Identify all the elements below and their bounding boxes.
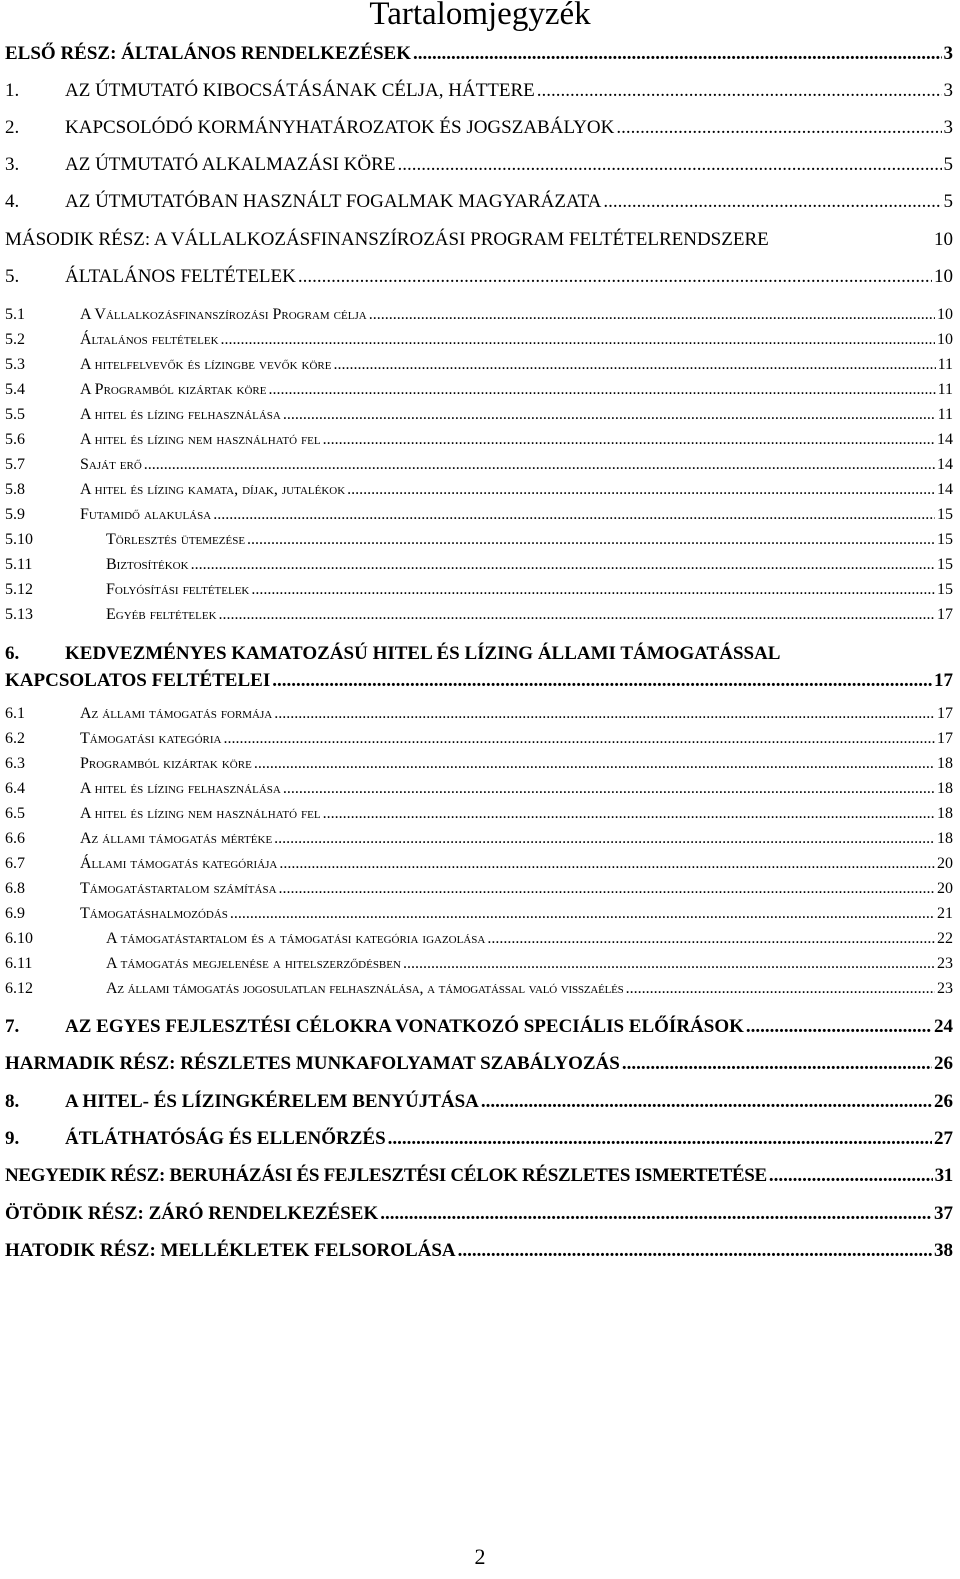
toc-entry-text: Egyéb feltételek [106, 606, 217, 623]
toc-leader [323, 431, 935, 449]
toc-entry-text: Biztosítékok [106, 556, 189, 573]
toc-entry-chapter-8[interactable] [5, 1091, 953, 1115]
toc-entry-page: 11 [937, 356, 953, 373]
toc-entry-number: 5.5 [5, 406, 25, 423]
toc-leader [413, 43, 942, 65]
toc-entry-text: HARMADIK RÉSZ: RÉSZLETES MUNKAFOLYAMAT SZABÁLYOZÁS [5, 1053, 620, 1074]
toc-leader [380, 1203, 932, 1225]
toc-leader [230, 905, 935, 923]
toc-entry-text: NEGYEDIK RÉSZ: BERUHÁZÁSI ÉS FEJLESZTÉSI CÉLOK RÉSZLETES ISMERTETÉSE [5, 1165, 767, 1186]
toc-entry-text: HATODIK RÉSZ: MELLÉKLETEK FELSOROLÁSA [5, 1240, 456, 1261]
toc-entry-chapter-5[interactable] [5, 266, 953, 290]
toc-entry-page: 14 [937, 481, 953, 498]
toc-entry-5-10[interactable] [5, 531, 953, 555]
toc-leader [283, 780, 935, 798]
toc-entry-5-3[interactable] [5, 356, 953, 380]
toc-entry-part2[interactable] [5, 229, 953, 253]
toc-entry-text: ELSŐ RÉSZ: ÁLTALÁNOS RENDELKEZÉSEK [5, 43, 411, 64]
toc-entry-text: A hitel és lízing felhasználása [80, 406, 281, 423]
toc-entry-page: 37 [934, 1203, 953, 1224]
toc-entry-text: A hitel és lízing kamata, díjak, jutalékok [80, 481, 346, 498]
toc-leader [616, 117, 941, 139]
toc-leader [626, 980, 935, 998]
toc-entry-6-3[interactable] [5, 755, 953, 779]
toc-entry-page: 15 [937, 581, 953, 598]
toc-entry-number: 5.2 [5, 331, 25, 348]
toc-entry-page: 18 [937, 755, 953, 772]
toc-entry-text: AZ ÚTMUTATÓ KIBOCSÁTÁSÁNAK CÉLJA, HÁTTERE [65, 80, 535, 101]
toc-entry-5-1[interactable] [5, 306, 953, 330]
toc-entry-text: Támogatáshalmozódás [80, 905, 228, 922]
toc-entry-part1[interactable] [5, 43, 953, 67]
toc-entry-5-8[interactable] [5, 481, 953, 505]
toc-entry-page: 18 [937, 830, 953, 847]
toc-entry-page: 3 [943, 117, 953, 138]
toc-entry-page: 20 [937, 880, 953, 897]
toc-entry-text: Futamidő alakulása [80, 506, 212, 523]
toc-entry-6-2[interactable] [5, 730, 953, 754]
toc-leader [279, 880, 935, 898]
toc-entry-page: 23 [937, 980, 953, 997]
toc-entry-5-7[interactable] [5, 456, 953, 480]
toc-entry-number: 5.7 [5, 456, 25, 473]
toc-entry-number: 5.11 [5, 556, 33, 573]
toc-entry-text: A hitelfelvevők és lízingbe vevők köre [80, 356, 332, 373]
toc-entry-page: 27 [934, 1128, 953, 1149]
toc-entry-text: Törlesztés ütemezése [106, 531, 246, 548]
toc-entry-text-line1: KEDVEZMÉNYES KAMATOZÁSÚ HITEL ÉS LÍZING ÁLLAMI TÁMOGATÁSSAL [65, 643, 781, 664]
toc-leader [247, 531, 935, 549]
toc-entry-number: 5.1 [5, 306, 25, 323]
toc-entry-text: Folyósítási feltételek [106, 581, 250, 598]
toc-entry-page: 31 [934, 1165, 953, 1186]
toc-entry-number: 6.5 [5, 805, 25, 822]
toc-leader [254, 755, 935, 773]
toc-leader [251, 581, 935, 599]
toc-entry-page: 14 [937, 431, 953, 448]
toc-entry-number: 5.4 [5, 381, 25, 398]
toc-entry-text: Programból kizártak köre [80, 755, 252, 772]
toc-leader [403, 955, 935, 973]
toc-entry-number: 6.7 [5, 855, 25, 872]
toc-entry-chapter-1[interactable] [5, 80, 953, 104]
toc-leader [397, 154, 941, 176]
toc-entry-text: ÁTLÁTHATÓSÁG ÉS ELLENŐRZÉS [65, 1128, 386, 1149]
toc-entry-number: 6.10 [5, 930, 33, 947]
toc-leader [219, 606, 935, 624]
toc-entry-text: Általános feltételek [80, 331, 219, 348]
toc-entry-5-6[interactable] [5, 431, 953, 455]
toc-entry-number: 6.3 [5, 755, 25, 772]
toc-entry-text: ÖTÖDIK RÉSZ: ZÁRÓ RENDELKEZÉSEK [5, 1203, 379, 1224]
toc-entry-number: 6.6 [5, 830, 25, 847]
toc-leader [272, 667, 932, 694]
toc-entry-number: 5.13 [5, 606, 33, 623]
toc-entry-text: Az állami támogatás formája [80, 705, 273, 722]
toc-entry-number: 5.10 [5, 531, 33, 548]
toc-entry-5-5[interactable] [5, 406, 953, 430]
toc-leader [274, 705, 935, 723]
toc-entry-5-2[interactable] [5, 331, 953, 355]
toc-entry-6-9[interactable] [5, 905, 953, 929]
toc-leader [333, 356, 935, 374]
toc-entry-page: 18 [937, 780, 953, 797]
toc-entry-page: 11 [937, 406, 953, 423]
toc-entry-number: 5.8 [5, 481, 25, 498]
toc-entry-text: KAPCSOLÓDÓ KORMÁNYHATÁROZATOK ÉS JOGSZABÁLYOK [65, 117, 615, 138]
toc-entry-6-5[interactable] [5, 805, 953, 829]
toc-entry-page: 14 [937, 456, 953, 473]
toc-leader [769, 1165, 933, 1187]
toc-entry-number: 6. [5, 643, 20, 664]
toc-entry-6-8[interactable] [5, 880, 953, 904]
toc-entry-text: AZ EGYES FEJLESZTÉSI CÉLOKRA VONATKOZÓ SPECIÁLIS ELŐÍRÁSOK [65, 1016, 744, 1037]
toc-entry-chapter-6[interactable] [5, 640, 953, 694]
toc-entry-page: 5 [943, 154, 953, 175]
toc-leader [622, 1053, 932, 1075]
toc-entry-text: Állami támogatás kategóriája [80, 855, 278, 872]
toc-entry-chapter-7[interactable] [5, 1016, 953, 1040]
toc-entry-number: 3. [5, 154, 20, 175]
toc-entry-page: 24 [934, 1016, 953, 1037]
toc-entry-text: Saját erő [80, 456, 142, 473]
toc-leader [458, 1240, 932, 1262]
toc-entry-number: 5. [5, 266, 20, 287]
toc-leader [268, 381, 935, 399]
toc-entry-number: 1. [5, 80, 20, 101]
toc-entry-page: 21 [937, 905, 953, 922]
toc-leader [213, 506, 935, 524]
toc-entry-number: 7. [5, 1016, 20, 1037]
toc-entry-5-12[interactable] [5, 581, 953, 605]
toc-entry-page: 3 [943, 80, 953, 101]
toc-entry-5-11[interactable] [5, 556, 953, 580]
toc-entry-6-4[interactable] [5, 780, 953, 804]
toc-entry-page: 38 [934, 1240, 953, 1261]
toc-entry-page: 10 [934, 229, 953, 250]
toc-entry-text: Az állami támogatás mértéke [80, 830, 273, 847]
toc-entry-text: A hitel és lízing felhasználása [80, 780, 281, 797]
toc-entry-page: 20 [937, 855, 953, 872]
toc-entry-number: 2. [5, 117, 20, 138]
toc-entry-6-11[interactable] [5, 955, 953, 979]
toc-entry-6-12[interactable] [5, 980, 953, 1004]
toc-title: Tartalomjegyzék [369, 0, 591, 32]
toc-entry-text: A Programból kizártak köre [80, 381, 267, 398]
toc-leader [537, 80, 942, 102]
toc-leader [388, 1128, 932, 1150]
toc-entry-chapter-4[interactable] [5, 191, 953, 215]
toc-leader [347, 481, 935, 499]
toc-entry-text: A HITEL- ÉS LÍZINGKÉRELEM BENYÚJTÁSA [65, 1091, 479, 1112]
toc-entry-number: 9. [5, 1128, 20, 1149]
toc-entry-page: 26 [934, 1053, 953, 1074]
toc-entry-part3[interactable] [5, 1053, 953, 1077]
toc-entry-number: 4. [5, 191, 20, 212]
toc-entry-page: 17 [937, 705, 953, 722]
toc-entry-number: 6.2 [5, 730, 25, 747]
toc-entry-page: 15 [937, 531, 953, 548]
toc-leader [487, 930, 935, 948]
toc-entry-chapter-2[interactable] [5, 117, 953, 141]
toc-entry-5-4[interactable] [5, 381, 953, 405]
toc-leader [746, 1016, 932, 1038]
toc-entry-text: ÁLTALÁNOS FELTÉTELEK [65, 266, 296, 287]
toc-entry-number: 5.3 [5, 356, 25, 373]
toc-entry-page: 10 [937, 331, 953, 348]
toc-leader [603, 191, 941, 213]
toc-entry-text: AZ ÚTMUTATÓBAN HASZNÁLT FOGALMAK MAGYARÁZATA [65, 191, 602, 212]
toc-entry-text: A hitel és lízing nem használható fel [80, 431, 321, 448]
toc-entry-page: 5 [943, 191, 953, 212]
toc-entry-page: 17 [937, 606, 953, 623]
toc-entry-number: 5.9 [5, 506, 25, 523]
toc-entry-number: 5.6 [5, 431, 25, 448]
toc-entry-page: 26 [934, 1091, 953, 1112]
toc-entry-page: 23 [937, 955, 953, 972]
toc-entry-page: 3 [943, 43, 953, 64]
toc-leader [323, 805, 935, 823]
toc-entry-number: 6.12 [5, 980, 33, 997]
toc-entry-chapter-9[interactable] [5, 1128, 953, 1152]
toc-leader [283, 406, 936, 424]
toc-entry-number: 6.11 [5, 955, 33, 972]
toc-entry-part6[interactable] [5, 1240, 953, 1264]
toc-entry-page: 18 [937, 805, 953, 822]
toc-entry-page: 11 [937, 381, 953, 398]
toc-leader [481, 1091, 932, 1113]
toc-entry-page: 22 [937, 930, 953, 947]
toc-leader [369, 306, 935, 324]
toc-entry-number: 6.9 [5, 905, 25, 922]
toc-entry-page: 10 [937, 306, 953, 323]
toc-leader [298, 266, 932, 288]
toc-entry-text: MÁSODIK RÉSZ: A VÁLLALKOZÁSFINANSZÍROZÁSI PROGRAM FELTÉTELRENDSZERE [5, 229, 769, 250]
toc-entry-page: 17 [934, 670, 953, 691]
toc-entry-6-10[interactable] [5, 930, 953, 954]
toc-entry-part4[interactable] [5, 1165, 953, 1189]
toc-entry-number: 8. [5, 1091, 20, 1112]
toc-entry-page: 17 [937, 730, 953, 747]
toc-entry-number: 6.4 [5, 780, 25, 797]
toc-entry-text: Támogatási kategória [80, 730, 222, 747]
toc-entry-text: AZ ÚTMUTATÓ ALKALMAZÁSI KÖRE [65, 154, 396, 175]
toc-entry-page: 10 [934, 266, 953, 287]
toc-entry-number: 6.8 [5, 880, 25, 897]
toc-entry-page: 15 [937, 506, 953, 523]
toc-entry-text: Az állami támogatás jogosulatlan felhasználása, a támogatással való visszaélés [106, 980, 624, 997]
toc-entry-part5[interactable] [5, 1203, 953, 1227]
toc-entry-6-1[interactable] [5, 705, 953, 729]
toc-entry-5-9[interactable] [5, 506, 953, 530]
toc-entry-page: 15 [937, 556, 953, 573]
toc-entry-text: Támogatástartalom számítása [80, 880, 277, 897]
toc-entry-text: A hitel és lízing nem használható fel [80, 805, 321, 822]
toc-entry-text-line2: KAPCSOLATOS FELTÉTELEI [5, 670, 271, 691]
toc-entry-5-13[interactable] [5, 606, 953, 630]
toc-entry-text: A támogatás megjelenése a hitelszerződésben [106, 955, 401, 972]
toc-entry-number: 5.12 [5, 581, 33, 598]
toc-entry-6-6[interactable] [5, 830, 953, 854]
toc-entry-6-7[interactable] [5, 855, 953, 879]
toc-leader [224, 730, 936, 748]
toc-leader [191, 556, 935, 574]
toc-entry-number: 6.1 [5, 705, 25, 722]
toc-leader [274, 830, 935, 848]
toc-entry-chapter-3[interactable] [5, 154, 953, 178]
toc-entry-text: A támogatástartalom és a támogatási kategória igazolása [106, 930, 486, 947]
toc-leader [221, 331, 935, 349]
toc-entry-text: A Vállalkozásfinanszírozási Program célja [80, 306, 367, 323]
page-number: 2 [474, 1544, 486, 1569]
toc-leader [279, 855, 935, 873]
toc-leader [144, 456, 935, 474]
